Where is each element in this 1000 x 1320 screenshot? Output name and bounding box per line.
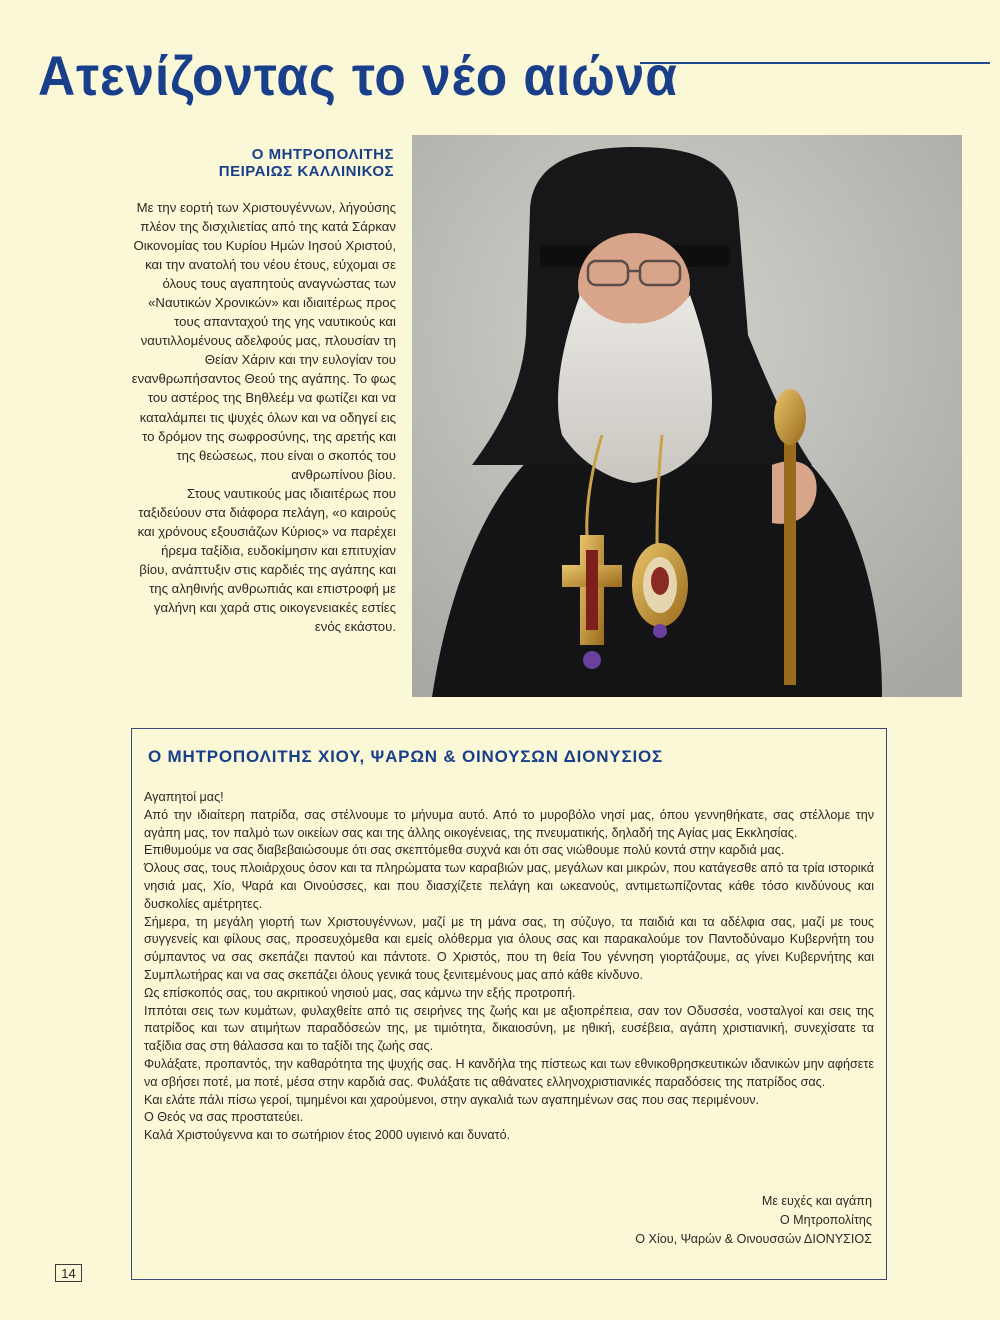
signature: [635, 1192, 872, 1249]
beard: [558, 295, 712, 483]
letter-box: [131, 728, 887, 1280]
first-author-heading-line2: ΠΕΙΡΑΙΩΣ ΚΑΛΛΙΝΙΚΟΣ: [218, 163, 394, 180]
letter-paragraph: Ως επίσκοπός σας, του ακριτικού νησιού μας, σας κάμνω την εξής προτροπή.: [144, 985, 576, 1000]
staff-knob: [774, 389, 806, 445]
first-author-paragraph: Στους ναυτικούς μας ιδιαιτέρως που ταξιδεύουν στα διάφορα πελάγη, «ο καιρούς και χρόνους εξουσιάζων Κύριος» να παρέχει ήρεμα ταξίδια, ευδοκίμησιν και επιτυχίαν βίου, ανάπτυξιν στις καρδιές της αγάπης και της αληθινής ανθρωπιάς και επιστροφή με γαλήνη και χαρά στις οικογενειακές εστίες ενός εκάστου.: [137, 485, 396, 635]
second-author-heading: Ο ΜΗΤΡΟΠΟΛΙΤΗΣ ΧΙΟΥ, ΨΑΡΩΝ & ΟΙΝΟΥΣΩΝ ΔΙΟΝΥΣΙΟΣ: [148, 747, 663, 766]
portrait-photo: [412, 135, 962, 697]
letter-paragraph: Επιθυμούμε να σας διαβεβαιώσουμε ότι σας σκεπτόμεθα συχνά και ότι σας νιώθουμε πολύ κοντά στην καρδιά μας.: [144, 843, 785, 858]
letter-paragraph: Και ελάτε πάλι πίσω γεροί, τιμημένοι και χαρούμενοι, στην αγκαλιά των αγαπημένων σας που σας περιμένουν.: [144, 1092, 760, 1107]
letter-paragraph: Ιππόται σεις των κυμάτων, φυλαχθείτε από τις σειρήνες της ζωής και με αξιοπρέπεια, σαν τον Οδυσσέα, νοσταλγοί και σεις της πατρίδος και των ατιμήτων παραδόσεών της, με τιμιότητα, δικαιοσύνη, με ηθική, ευσέβεια, αγάπη χριστιανική, συνεχίσατε τα ταξίδια σας στη θάλασσα και το ταξίδι της ζωής σας.: [144, 1003, 874, 1054]
first-author-heading-line1: Ο ΜΗΤΡΟΠΟΛΙΤΗΣ: [251, 146, 394, 163]
letter-paragraph: Ο Θεός να σας προστατεύει.: [144, 1110, 304, 1125]
letter-paragraph: Σήμερα, τη μεγάλη γιορτή των Χριστουγέννων, μαζί με τη μάνα σας, τη σύζυγο, τα παιδιά και τα αδέλφια σας, μαζί με τους συγγενείς και φίλους σας, προσευχόμεθα και εμείς ολόθερμα για όλους σας και παρακαλούμε τον Παντοδύναμο Κυβερνήτη του σύμπαντος να σας σκεπάζει παντού και πάντοτε. Ο Χριστός, που τη θεία Του γέννηση γιορτάζουμε, ας γίνει Κυβερνήτης και Συμπλωτήρας και να σας σκεπάζει όλους γενικά τους ξενιτεμένους μας από κάθε κίνδυνο.: [144, 914, 874, 982]
letter-paragraph: Από την ιδιαίτερη πατρίδα, σας στέλνουμε το μήνυμα αυτό. Από το μυροβόλο νησί μας, όπου γεννηθήκατε, σας στέλλομε την αγάπη μας, τον παλμό των οικείων σας και της άλλης οικογένειας, της πνευματικής, δηλαδή της Αγίας μας Εκκλησίας.: [144, 807, 874, 840]
signature-line: Με ευχές και αγάπη: [761, 1194, 872, 1208]
letter-paragraph: Καλά Χριστούγεννα και το σωτήριον έτος 2000 υγιεινό και δυνατό.: [144, 1128, 511, 1143]
title-rule: [640, 62, 990, 64]
letter-paragraph: Αγαπητοί μας!: [144, 790, 224, 804]
first-author-message: [130, 198, 396, 636]
signature-line: Ο Μητροπολίτης: [779, 1213, 872, 1227]
letter-paragraph: Φυλάξατε, προπαντός, την καθαρότητα της ψυχής σας. Η κανδήλα της πίστεως και των εθνικοθρησκευτικών ιδανικών μην αφήσετε να σβήσει ποτέ, μα ποτέ, μέσα στην καρδιά σας. Φυλάξατε τις αθάνατες ελληνοχριστιανικές παραδόσεις της πατρίδος σας.: [144, 1056, 874, 1089]
signature-line: Ο Χίου, Ψαρών & Οινουσσών ΔΙΟΝΥΣΙΟΣ: [635, 1232, 872, 1246]
staff: [784, 415, 796, 685]
first-author-heading: [134, 146, 394, 180]
article-title: Ατενίζοντας το νέο αιώνα: [38, 44, 678, 107]
letter-paragraph: Όλους σας, τους πλοιάρχους όσον και τα πληρώματα των καραβιών μας, μεγάλων και μικρών, που κατάγεσθε από τα τρία ιστορικά νησιά μας, Χίο, Ψαρά και Οινούσσες, και που διασχίζετε πελάγη και ωκεανούς, αντιμετωπίζοντας κάθε τόσο κινδύνους και δυσκολίες αμέτρητες.: [144, 861, 874, 911]
first-author-paragraph: Με την εορτή των Χριστουγέννων, λήγούσης πλέον της δισχιλιετίας από της κατά Σάρκαν Οικονομίας του Κυρίου Ημών Ιησού Χριστού, και την ανατολή του νέου έτους, εύχομαι σε όλους τους αγαπητούς αναγνώστας των «Ναυτικών Χρονικών» και ιδιαιτέρως προς τους απανταχού της γης ναυτικούς και ναυτιλλομένους αδελφούς μας, πλουσίαν τη Θείαν Χάριν και την ευλογίαν του ενανθρωπήσαντος Θεού της αγάπης. Το φως του αστέρος της Βηθλεέμ να φωτίζει και να καταλάμπει τις ψυχές όλων και να οδηγεί εις το δρόμον της σωφροσύνης, της αρετής και της θεώσεως, που είναι ο σκοπός του ανθρωπίνου βίου.: [131, 200, 396, 482]
page-number: 14: [55, 1264, 82, 1282]
letter-body: [144, 789, 874, 1145]
